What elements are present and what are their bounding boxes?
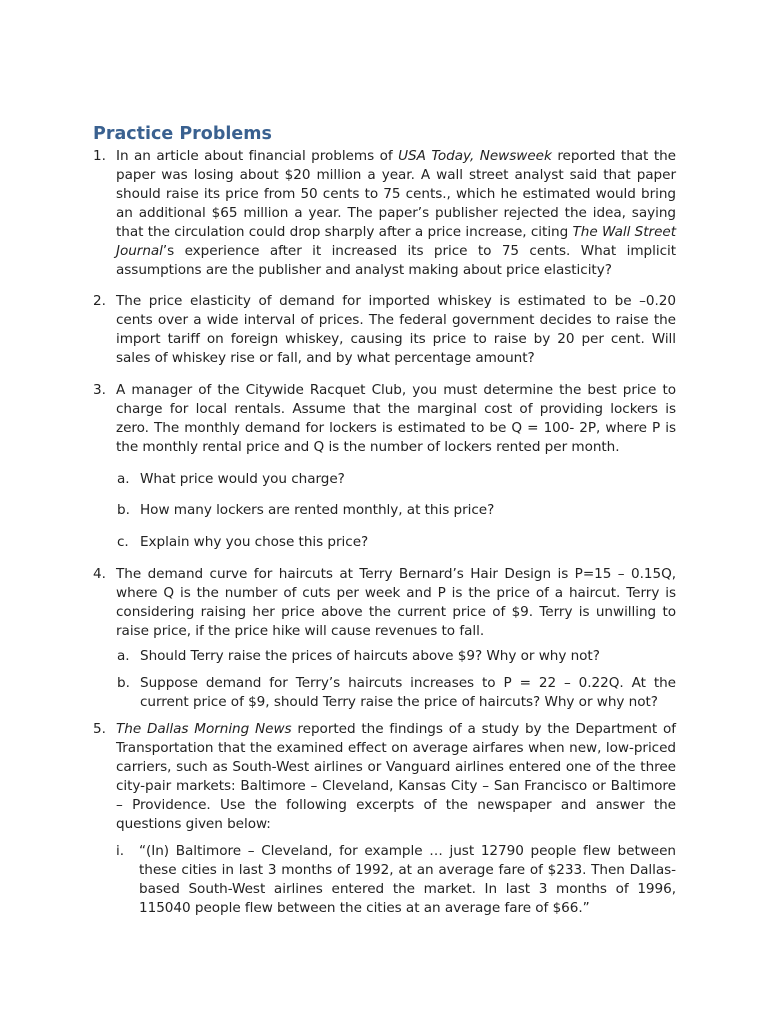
sub-text: Should Terry raise the prices of haircuts above $9? Why or why not?: [140, 648, 600, 664]
sub-letter: a.: [117, 471, 130, 487]
problem-number: 4.: [93, 566, 106, 582]
sub-text: What price would you charge?: [140, 471, 345, 487]
problem-number: 3.: [93, 382, 106, 398]
excerpt-item: [93, 842, 676, 918]
sub-text: Suppose demand for Terry’s haircuts increases to P = 22 – 0.22Q. At the current price of $9, should Terry raise the price of haircuts? Why or why not?: [140, 675, 676, 710]
sub-letter: c.: [117, 534, 129, 550]
sub-question: [93, 533, 676, 552]
page-title: Practice Problems: [93, 124, 272, 144]
sub-text: How many lockers are rented monthly, at this price?: [140, 502, 495, 518]
sub-letter: b.: [117, 675, 130, 691]
problem-list: [93, 147, 676, 918]
text-run: reported that the paper was losing about $20 million a year. A wall street analyst said that paper should raise its price from 50 cents to 75 cents., which he estimated would bring an additional $65 million a year. The paper’s publisher rejected the idea, saying that the circulation could drop sharply after a price increase, citing: [116, 148, 676, 240]
sub-letter: b.: [117, 502, 130, 518]
text-run: In an article about financial problems of: [116, 148, 399, 164]
roman-numeral: i.: [116, 843, 124, 859]
excerpt-text: “(In) Baltimore – Cleveland, for example … just 12790 people flew between these cities in last 3 months of 1992, at an average fare of $233. Then Dallas-based South-West airlines entered the market. In last 3 months of 1996, 115040 people flew between the cities at an average fare of $66.”: [139, 843, 676, 916]
text-run: reported the findings of a study by the Department of Transportation that the examined effect on average airfares when new, low-priced carriers, such as South-West airlines or Vanguard airlines entered one of the three city-pair markets: Baltimore – Cleveland, Kansas City – San Francisco or Baltimore – Providence. Use the following excerpts of the newspaper and answer the questions given below:: [116, 721, 676, 832]
italic-run: The Dallas Morning News: [116, 721, 292, 737]
problem-3: [93, 381, 676, 457]
sub-question: [93, 470, 676, 489]
italic-run: USA Today, Newsweek: [398, 148, 552, 164]
sub-question: [93, 501, 676, 520]
problem-text: [116, 147, 676, 280]
problem-text: A manager of the Citywide Racquet Club, you must determine the best price to charge for local rentals. Assume that the marginal cost of providing lockers is zero. The monthly demand for lockers is estimated to be Q = 100- 2P, where P is the monthly rental price and Q is the number of lockers rented per month.: [116, 382, 676, 455]
italic-run: The Wall Street Journal: [116, 224, 676, 259]
sub-question: [93, 674, 676, 712]
problem-1: [93, 147, 676, 280]
problem-5: [93, 720, 676, 834]
sub-letter: a.: [117, 648, 130, 664]
problem-text: The price elasticity of demand for imported whiskey is estimated to be –0.20 cents over a wide interval of prices. The federal government decides to raise the import tariff on foreign whiskey, causing its price to raise by 20 per cent. Will sales of whiskey rise or fall, and by what percentage amount?: [116, 293, 676, 366]
sub-question: [93, 647, 676, 666]
problem-number: 2.: [93, 293, 106, 309]
text-run: ’s experience after it increased its price to 75 cents. What implicit assumptions are the publisher and analyst making about price elasticity?: [116, 243, 676, 278]
sub-text: Explain why you chose this price?: [140, 534, 369, 550]
problem-2: [93, 292, 676, 368]
problem-4: [93, 565, 676, 641]
problem-text: [116, 720, 676, 834]
problem-number: 5.: [93, 721, 106, 737]
problem-text: The demand curve for haircuts at Terry Bernard’s Hair Design is P=15 – 0.15Q, where Q is the number of cuts per week and P is the price of a haircut. Terry is considering raising her price above the current price of $9. Terry is unwilling to raise price, if the price hike will cause revenues to fall.: [116, 566, 676, 639]
problem-number: 1.: [93, 148, 106, 164]
